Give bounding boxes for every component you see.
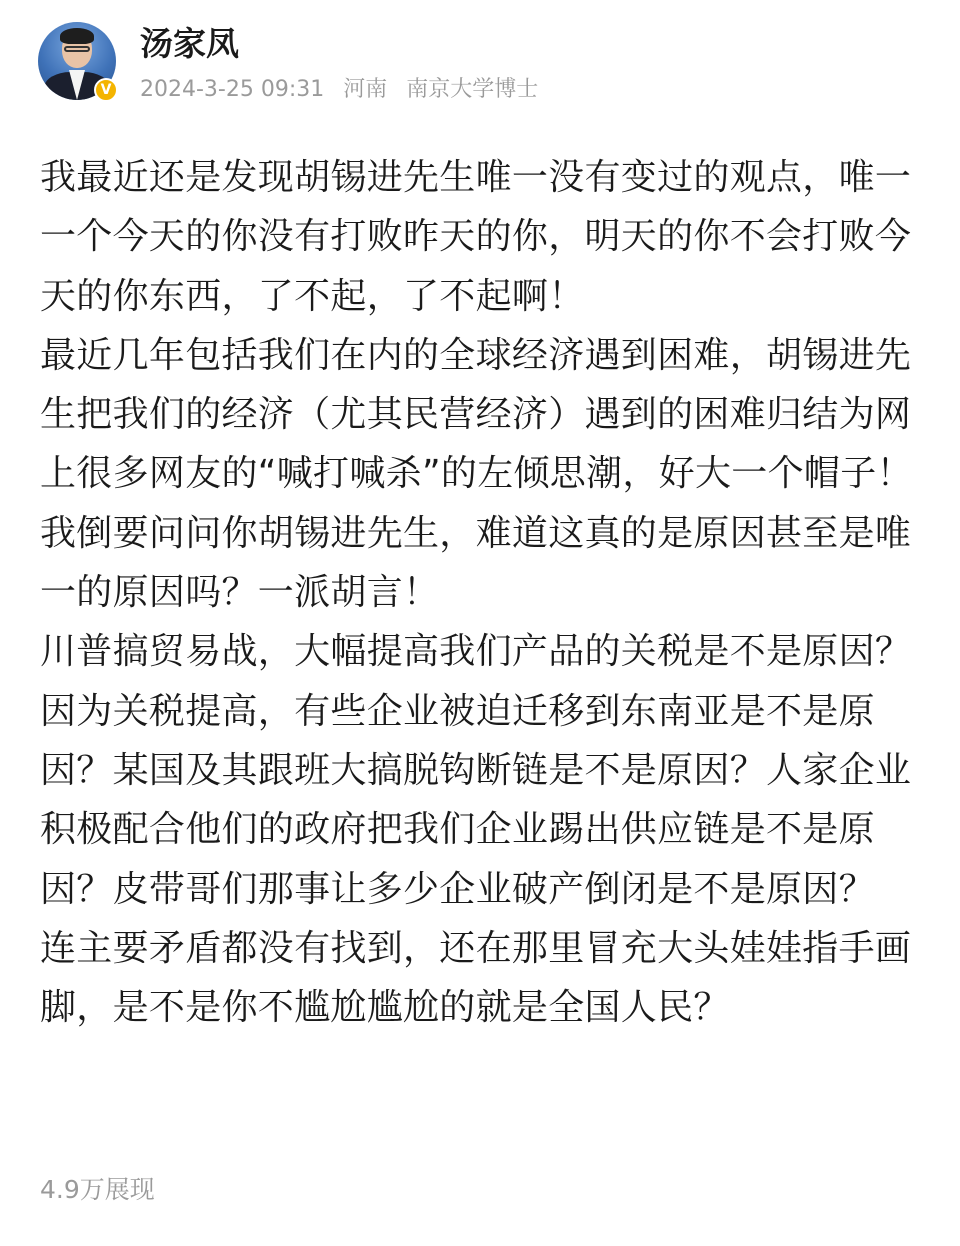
post-paragraph: 最近几年包括我们在内的全球经济遇到困难，胡锡进先生把我们的经济（尤其民营经济）遇到的困难归结为网上很多网友的“喊打喊杀”的左倾思潮，好大一个帽子！ [40, 334, 913, 495]
view-count: 4.9万展现 [40, 1175, 155, 1204]
post-body [40, 148, 920, 1037]
post-info [140, 76, 550, 104]
verified-badge-icon: V [94, 78, 118, 102]
post-paragraph: 我最近还是发现胡锡进先生唯一没有变过的观点，唯一一个今天的你没有打败昨天的你，明天的你不会打败今天的你东西，了不起，了不起啊！ [40, 157, 912, 317]
post-paragraph: 连主要矛盾都没有找到，还在那里冒充大头娃娃指手画脚，是不是你不尴尬尴尬的就是全国人民？ [40, 927, 912, 1029]
avatar[interactable] [38, 22, 116, 100]
post-paragraph: 我倒要问问你胡锡进先生，难道这真的是原因甚至是唯一的原因吗？一派胡言！ [40, 512, 912, 614]
post-location: 河南 [343, 77, 388, 102]
author-title: 南京大学博士 [406, 77, 539, 102]
author-name[interactable]: 汤家凤 [140, 24, 239, 63]
author-meta [140, 22, 550, 104]
post-header [38, 22, 550, 104]
post-date: 2024-3-25 09:31 [140, 77, 325, 102]
post-paragraph: 川普搞贸易战，大幅提高我们产品的关税是不是原因？因为关税提高，有些企业被迫迁移到东南亚是不是原因？某国及其跟班大搞脱钩断链是不是原因？人家企业积极配合他们的政府把我们企业踢出供应链是不是原因？皮带哥们那事让多少企业破产倒闭是不是原因？ [40, 631, 912, 910]
